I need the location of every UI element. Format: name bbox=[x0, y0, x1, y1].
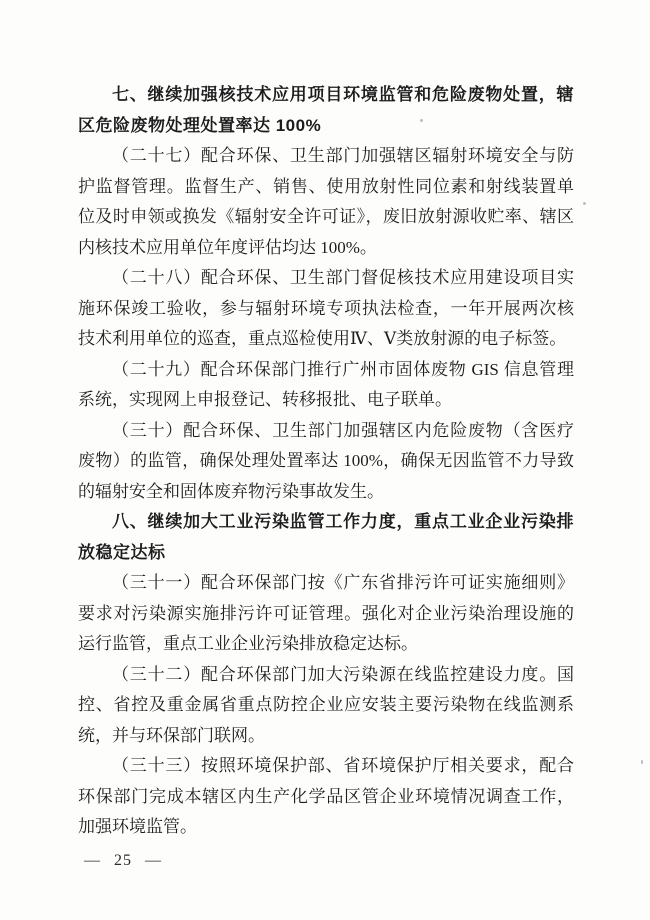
body-paragraph bbox=[78, 751, 574, 843]
text-line: 运行监管，重点工业企业污染排放稳定达标。 bbox=[78, 634, 418, 653]
text-line: 内核技术应用单位年度评估均达 100%。 bbox=[78, 237, 377, 257]
page-footer bbox=[84, 852, 162, 870]
text-line: 系统，实现网上申报登记、转移报批、电子联单。 bbox=[78, 390, 452, 409]
section-heading bbox=[78, 80, 574, 141]
scan-speck bbox=[583, 202, 586, 205]
text-line: （三十三）按照环境保护部、省环境保护厅相关要求，配合 bbox=[112, 756, 574, 775]
text-line: 位及时申领或换发《辐射安全许可证》，废旧放射源收贮率、辖区 bbox=[78, 207, 574, 226]
text-line: （三十）配合环保、卫生部门加强辖区内危险废物（含医疗 bbox=[112, 420, 574, 440]
text-line: 区危险废物处理处置率达 100% bbox=[78, 115, 322, 135]
text-line: 放稳定达标 bbox=[78, 542, 166, 562]
footer-left-dash: — bbox=[84, 852, 101, 869]
text-line: 七、继续加强核技术应用项目环境监管和危险废物处置，辖 bbox=[112, 85, 574, 104]
text-line: 统，并与环保部门联网。 bbox=[78, 725, 265, 745]
scan-speck bbox=[420, 119, 423, 122]
body-paragraph bbox=[78, 568, 574, 660]
body-paragraph bbox=[78, 416, 574, 508]
body-paragraph bbox=[78, 355, 574, 416]
document-body bbox=[78, 80, 574, 843]
text-line: 施环保竣工验收，参与辐射环境专项执法检查，一年开展两次核 bbox=[78, 298, 574, 318]
text-line: （二十八）配合环保、卫生部门督促核技术应用建设项目实 bbox=[112, 268, 574, 287]
page-number: 25 bbox=[114, 852, 132, 869]
text-line: 要求对污染源实施排污许可证管理。强化对企业污染治理设施的 bbox=[78, 603, 574, 623]
text-line: 护监督管理。监督生产、销售、使用放射性同位素和射线装置单 bbox=[78, 176, 574, 196]
text-line: 环保部门完成本辖区内生产化学品区管企业环境情况调查工作， bbox=[78, 786, 574, 806]
body-paragraph bbox=[78, 263, 574, 355]
body-paragraph bbox=[78, 660, 574, 752]
scan-speck bbox=[641, 760, 643, 764]
text-line: （三十一）配合环保部门按《广东省排污许可证实施细则》 bbox=[112, 573, 574, 592]
text-line: 加强环境监管。 bbox=[78, 817, 197, 836]
text-line: 技术利用单位的巡查，重点巡检使用Ⅳ、Ⅴ类放射源的电子标签。 bbox=[78, 329, 567, 348]
text-line: 的辐射安全和固体废弃物污染事故发生。 bbox=[78, 481, 384, 501]
text-line: 八、继续加大工业污染监管工作力度，重点工业企业污染排 bbox=[112, 512, 574, 531]
text-line: （二十九）配合环保部门推行广州市固体废物 GIS 信息管理 bbox=[112, 359, 574, 379]
text-line: （三十二）配合环保部门加大污染源在线监控建设力度。国 bbox=[112, 664, 574, 684]
body-paragraph bbox=[78, 141, 574, 263]
section-heading bbox=[78, 507, 574, 568]
text-line: （二十七）配合环保、卫生部门加强辖区辐射环境安全与防 bbox=[112, 146, 574, 165]
text-line: 控、省控及重金属省重点防控企业应安装主要污染物在线监测系 bbox=[78, 695, 574, 714]
text-line: 废物）的监管，确保处理处置率达 100%，确保无因监管不力导致 bbox=[78, 451, 574, 470]
footer-right-dash: — bbox=[145, 852, 162, 869]
